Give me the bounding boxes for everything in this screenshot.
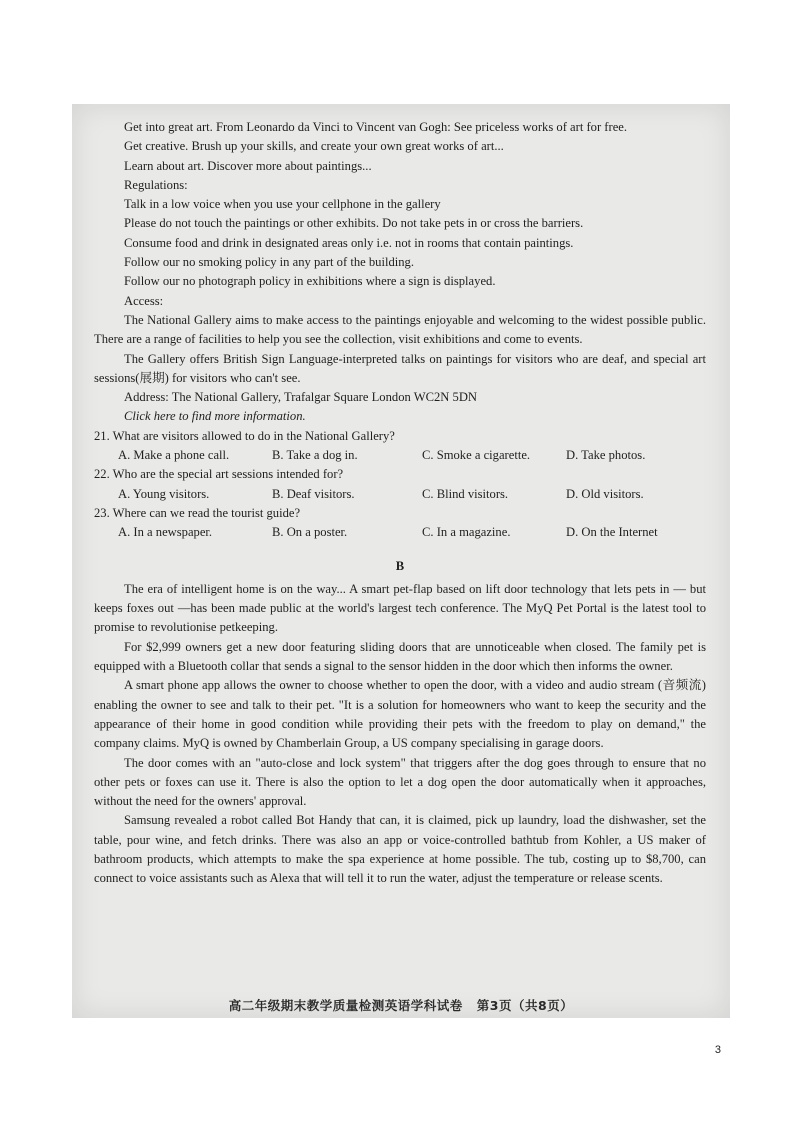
intro-line: Get into great art. From Leonardo da Vinci to Vincent van Gogh: See priceless works of art for free. (124, 120, 628, 134)
passage-b-paragraph: A smart phone app allows the owner to choose whether to open the door, with a video and audio stream (音频流) enabling the owner to see and talk to their pet. "It is a solution for homeowners who want to keep the security and the appearance of their home in good condition while providing their pets with the freedom to play on demand," the company claims. MyQ is owned by Chamberlain Group, a US company specialising in garage doors. (94, 678, 706, 751)
option-c: C. Smoke a cigarette. (422, 448, 531, 463)
access-paragraph: The National Gallery aims to make access to the paintings enjoyable and welcoming to the widest possible public. There are a range of facilities to help you see the collection, visit exhibitions and come to events. (94, 312, 706, 347)
regulations-heading: Regulations: (124, 177, 188, 192)
regulation-item: Follow our no smoking policy in any part of the building. (124, 255, 414, 270)
option-a: A. Make a phone call. (118, 448, 230, 463)
exam-title: 高二年级期末教学质量检测英语学科试卷 (228, 998, 463, 1013)
more-info-link[interactable]: Click here to find more information. (124, 409, 306, 424)
passage-b-paragraph: The era of intelligent home is on the way... A smart pet-flap based on lift door technology that lets pets in — but keeps foxes out —has been made public at the world's largest tech conference. The MyQ Pet Portal is the latest tool to promise to revolutionise petkeeping. (94, 581, 706, 635)
footer-page-info: 第3页（共8页） (476, 998, 574, 1013)
option-c: C. In a magazine. (422, 525, 511, 540)
page-number: 3 (714, 1044, 721, 1056)
intro-line: Learn about art. Discover more about paintings... (124, 158, 372, 173)
passage-b-paragraph: For $2,999 owners get a new door featuring sliding doors that are unnoticeable when closed. The family pet is equipped with a Bluetooth collar that sends a signal to the sensor hidden in the door which then informs the owner. (94, 639, 706, 674)
option-b: B. Take a dog in. (272, 448, 358, 463)
access-heading: Access: (124, 293, 164, 308)
intro-line: Get creative. Brush up your skills, and create your own great works of art... (124, 139, 504, 154)
question-22-stem: 22. Who are the special art sessions intended for? (94, 467, 344, 482)
option-c: C. Blind visitors. (422, 486, 509, 501)
passage-b-paragraph: The door comes with an "auto-close and lock system" that triggers after the dog goes through to ensure that no other pets or foxes can use it. There is also the option to let a dog open the door automatically when it approaches, without the need for the owners' approval. (94, 755, 706, 809)
regulation-item: Follow our no photograph policy in exhibitions where a sign is displayed. (124, 274, 496, 289)
question-23-stem: 23. Where can we read the tourist guide? (94, 505, 301, 520)
option-d: D. On the Internet (566, 525, 658, 540)
gallery-address: Address: The National Gallery, Trafalgar Square London WC2N 5DN (124, 390, 478, 405)
option-b: B. Deaf visitors. (272, 486, 355, 501)
regulation-item: Talk in a low voice when you use your cellphone in the gallery (124, 197, 441, 212)
option-b: B. On a poster. (272, 525, 348, 540)
question-21-options (94, 446, 706, 465)
scanned-exam-page (72, 104, 730, 1018)
regulation-item: Please do not touch the paintings or other exhibits. Do not take pets in or cross the barriers. (124, 216, 584, 231)
access-paragraph: The Gallery offers British Sign Language-interpreted talks on paintings for visitors who are deaf, and special art sessions(展期) for visitors who can't see. (94, 351, 706, 385)
exam-footer (72, 996, 730, 1014)
section-b-title: B (395, 558, 405, 573)
passage-b-paragraph: Samsung revealed a robot called Bot Handy that can, it is claimed, pick up laundry, load the dishwasher, set the table, pour wine, and fetch drinks. There was also an app or voice-controlled bathtub from Kohler, a US maker of bathroom products, which attempts to make the spa experience at home possible. The tub, costing up to $8,700, can connect to voice assistants such as Alexa that will tell it to run the water, adjust the temperature or release scents. (94, 813, 706, 886)
question-21-stem: 21. What are visitors allowed to do in the National Gallery? (94, 428, 395, 443)
option-d: D. Take photos. (566, 448, 646, 463)
option-d: D. Old visitors. (566, 486, 644, 501)
question-23-options (94, 523, 706, 542)
regulation-item: Consume food and drink in designated areas only i.e. not in rooms that contain paintings. (124, 235, 574, 250)
question-22-options (94, 485, 706, 504)
option-a: A. Young visitors. (118, 486, 210, 501)
page-content (94, 118, 706, 889)
option-a: A. In a newspaper. (118, 525, 213, 540)
